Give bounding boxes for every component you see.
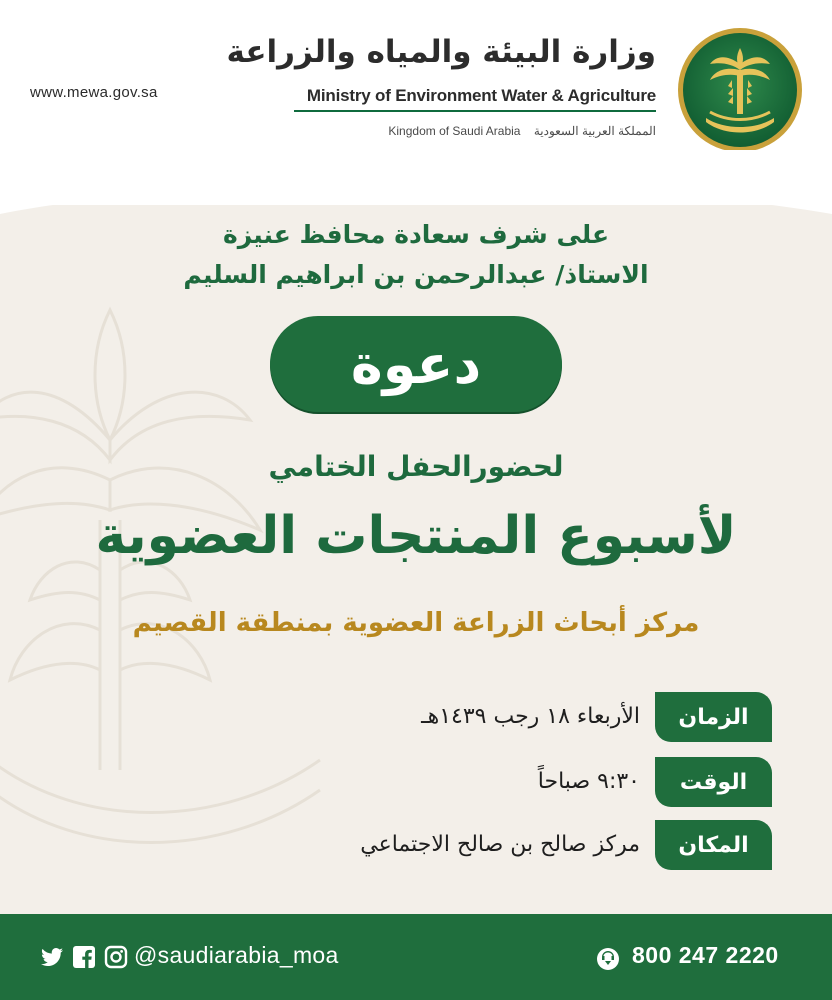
time-value: ٩:٣٠ صباحاً: [537, 769, 640, 794]
footer: [0, 914, 832, 1000]
date-value: الأربعاء ١٨ رجب ١٤٣٩هـ: [421, 704, 640, 729]
event-organizer: مركز أبحاث الزراعة العضوية بمنطقة القصيم: [132, 608, 700, 638]
detail-row-date: [0, 692, 832, 742]
ministry-divider: [294, 110, 656, 112]
ministry-name-english: Ministry of Environment Water & Agriculture: [306, 86, 656, 105]
ministry-name-arabic: وزارة البيئة والمياه والزراعة: [226, 34, 656, 70]
phone-number[interactable]: 800 247 2220: [632, 942, 779, 968]
facebook-icon[interactable]: [72, 945, 96, 969]
patron-line-2: الاستاذ/ عبدالرحمن بن ابراهيم السليم: [183, 260, 649, 289]
kingdom-arabic: المملكة العربية السعودية: [533, 124, 656, 138]
event-title: لأسبوع المنتجات العضوية: [95, 506, 737, 566]
time-label: الوقت: [655, 757, 772, 807]
palm-swords-icon: [676, 26, 804, 154]
social-handle[interactable]: @saudiarabia_moa: [134, 942, 339, 968]
website-url[interactable]: www.mewa.gov.sa: [30, 84, 158, 101]
place-value: مركز صالح بن صالح الاجتماعي: [360, 832, 640, 857]
kingdom-english: Kingdom of Saudi Arabia: [388, 124, 521, 138]
attend-line: لحضورالحفل الختامي: [268, 450, 564, 483]
patron-line-1: على شرف سعادة محافظ عنيزة: [222, 220, 610, 249]
twitter-icon[interactable]: [40, 945, 64, 969]
ministry-logo: [676, 26, 804, 154]
detail-row-place: [0, 820, 832, 870]
place-label: المكان: [655, 820, 772, 870]
kingdom-line: [378, 124, 656, 138]
invitation-badge: [270, 316, 562, 412]
phone-icon: [596, 947, 620, 971]
date-label: الزمان: [655, 692, 772, 742]
social-icons: [40, 944, 136, 970]
gold-divider: [0, 150, 832, 230]
invitation-label: دعوة: [350, 332, 482, 396]
instagram-icon[interactable]: [104, 945, 128, 969]
detail-row-time: [0, 757, 832, 807]
